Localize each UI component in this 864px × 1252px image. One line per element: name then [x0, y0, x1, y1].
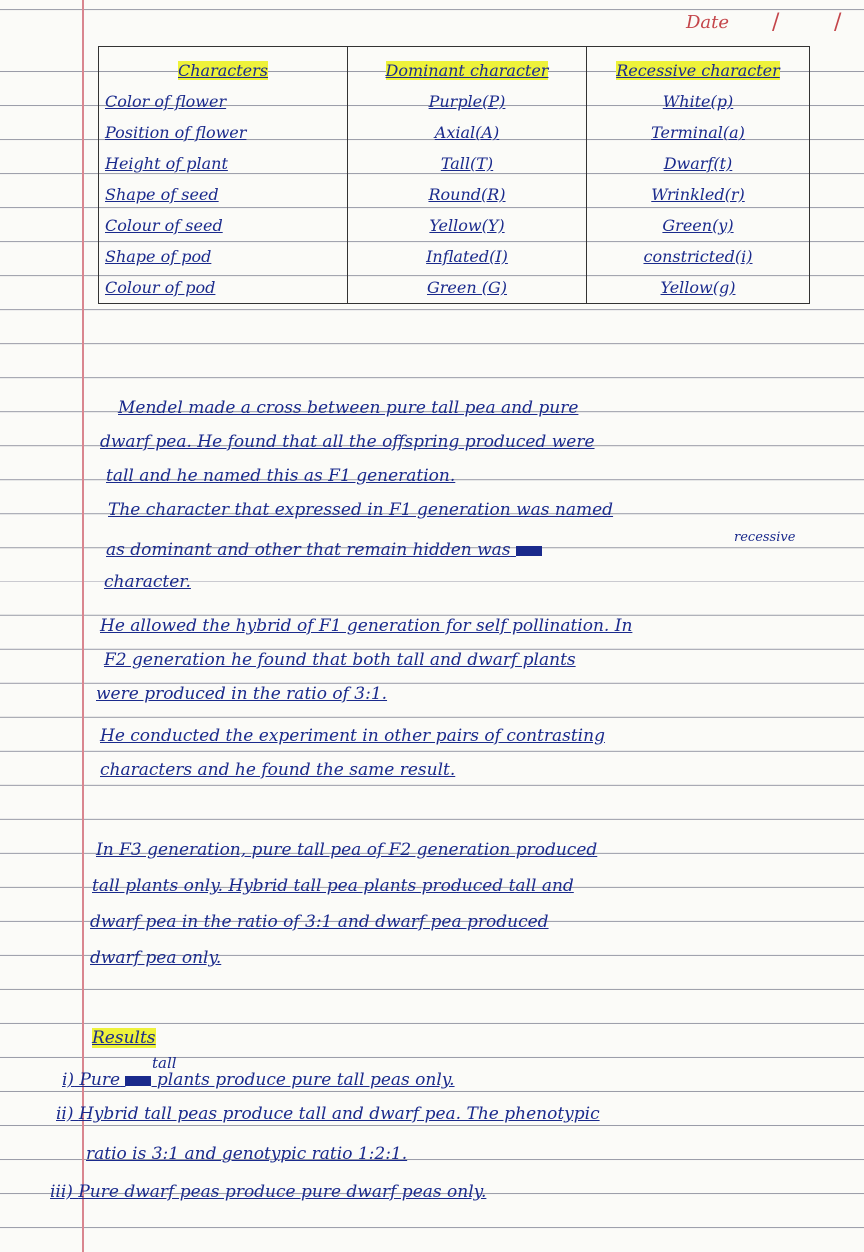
table-row	[99, 210, 810, 241]
table-row	[99, 241, 810, 272]
table-row	[99, 86, 810, 117]
paragraph-line: characters and he found the same result.	[100, 760, 456, 780]
cell-recessive: Yellow(g)	[587, 272, 810, 304]
paragraph-line: Mendel made a cross between pure tall pea and pure	[118, 398, 579, 418]
paragraph-line: dwarf pea only.	[90, 948, 222, 968]
result-item: ii) Hybrid tall peas produce tall and dwarf pea. The phenotypic	[56, 1104, 600, 1124]
table-header-row	[99, 47, 810, 87]
paragraph-line: He conducted the experiment in other pairs of contrasting	[100, 726, 605, 746]
date-slash-1: /	[772, 10, 780, 35]
date-slash-2: /	[834, 10, 842, 35]
cell-character: Color of flower	[99, 86, 348, 117]
cell-dominant: Yellow(Y)	[348, 210, 587, 241]
cell-recessive: Green(y)	[587, 210, 810, 241]
cell-character: Height of plant	[99, 148, 348, 179]
header-characters: Characters	[99, 47, 348, 87]
traits-table	[98, 46, 810, 304]
inserted-word-recessive: recessive	[734, 530, 796, 545]
paragraph-line: as dominant and other that remain hidden was	[106, 540, 542, 560]
result-item: i) Pure plants produce pure tall peas only.	[62, 1070, 455, 1090]
cell-dominant: Axial(A)	[348, 117, 587, 148]
cell-dominant: Green (G)	[348, 272, 587, 304]
paragraph-line: In F3 generation, pure tall pea of F2 generation produced	[96, 840, 598, 860]
header-recessive: Recessive character	[587, 47, 810, 87]
table-row	[99, 272, 810, 304]
paragraph-line: He allowed the hybrid of F1 generation for self pollination. In	[100, 616, 633, 636]
cell-character: Shape of pod	[99, 241, 348, 272]
table-row	[99, 117, 810, 148]
cell-character: Colour of pod	[99, 272, 348, 304]
date-label: Date	[686, 12, 730, 33]
result-item: ratio is 3:1 and genotypic ratio 1:2:1.	[86, 1144, 408, 1164]
paragraph-line: dwarf pea in the ratio of 3:1 and dwarf pea produced	[90, 912, 549, 932]
struck-out-word	[516, 546, 542, 556]
cell-character: Shape of seed	[99, 179, 348, 210]
table-row	[99, 148, 810, 179]
table-row	[99, 179, 810, 210]
cell-recessive: Terminal(a)	[587, 117, 810, 148]
paragraph-line: tall plants only. Hybrid tall pea plants produced tall and	[92, 876, 574, 896]
cell-dominant: Purple(P)	[348, 86, 587, 117]
paragraph-line: dwarf pea. He found that all the offspring produced were	[100, 432, 595, 452]
cell-recessive: constricted(i)	[587, 241, 810, 272]
paragraph-line: were produced in the ratio of 3:1.	[96, 684, 388, 704]
paragraph-line: tall and he named this as F1 generation.	[106, 466, 456, 486]
struck-out-word	[125, 1076, 151, 1086]
result-item: iii) Pure dwarf peas produce pure dwarf peas only.	[50, 1182, 487, 1202]
cell-dominant: Tall(T)	[348, 148, 587, 179]
cell-character: Colour of seed	[99, 210, 348, 241]
cell-character: Position of flower	[99, 117, 348, 148]
margin-line	[82, 0, 84, 1252]
cell-recessive: Dwarf(t)	[587, 148, 810, 179]
inserted-word-tall: tall	[152, 1054, 177, 1072]
paragraph-line: F2 generation he found that both tall and dwarf plants	[104, 650, 576, 670]
cell-dominant: Inflated(I)	[348, 241, 587, 272]
cell-recessive: White(p)	[587, 86, 810, 117]
cell-dominant: Round(R)	[348, 179, 587, 210]
paragraph-line: The character that expressed in F1 generation was named	[108, 500, 614, 520]
cell-recessive: Wrinkled(r)	[587, 179, 810, 210]
header-dominant: Dominant character	[348, 47, 587, 87]
results-heading: Results	[92, 1028, 156, 1048]
paragraph-line: character.	[104, 572, 191, 592]
